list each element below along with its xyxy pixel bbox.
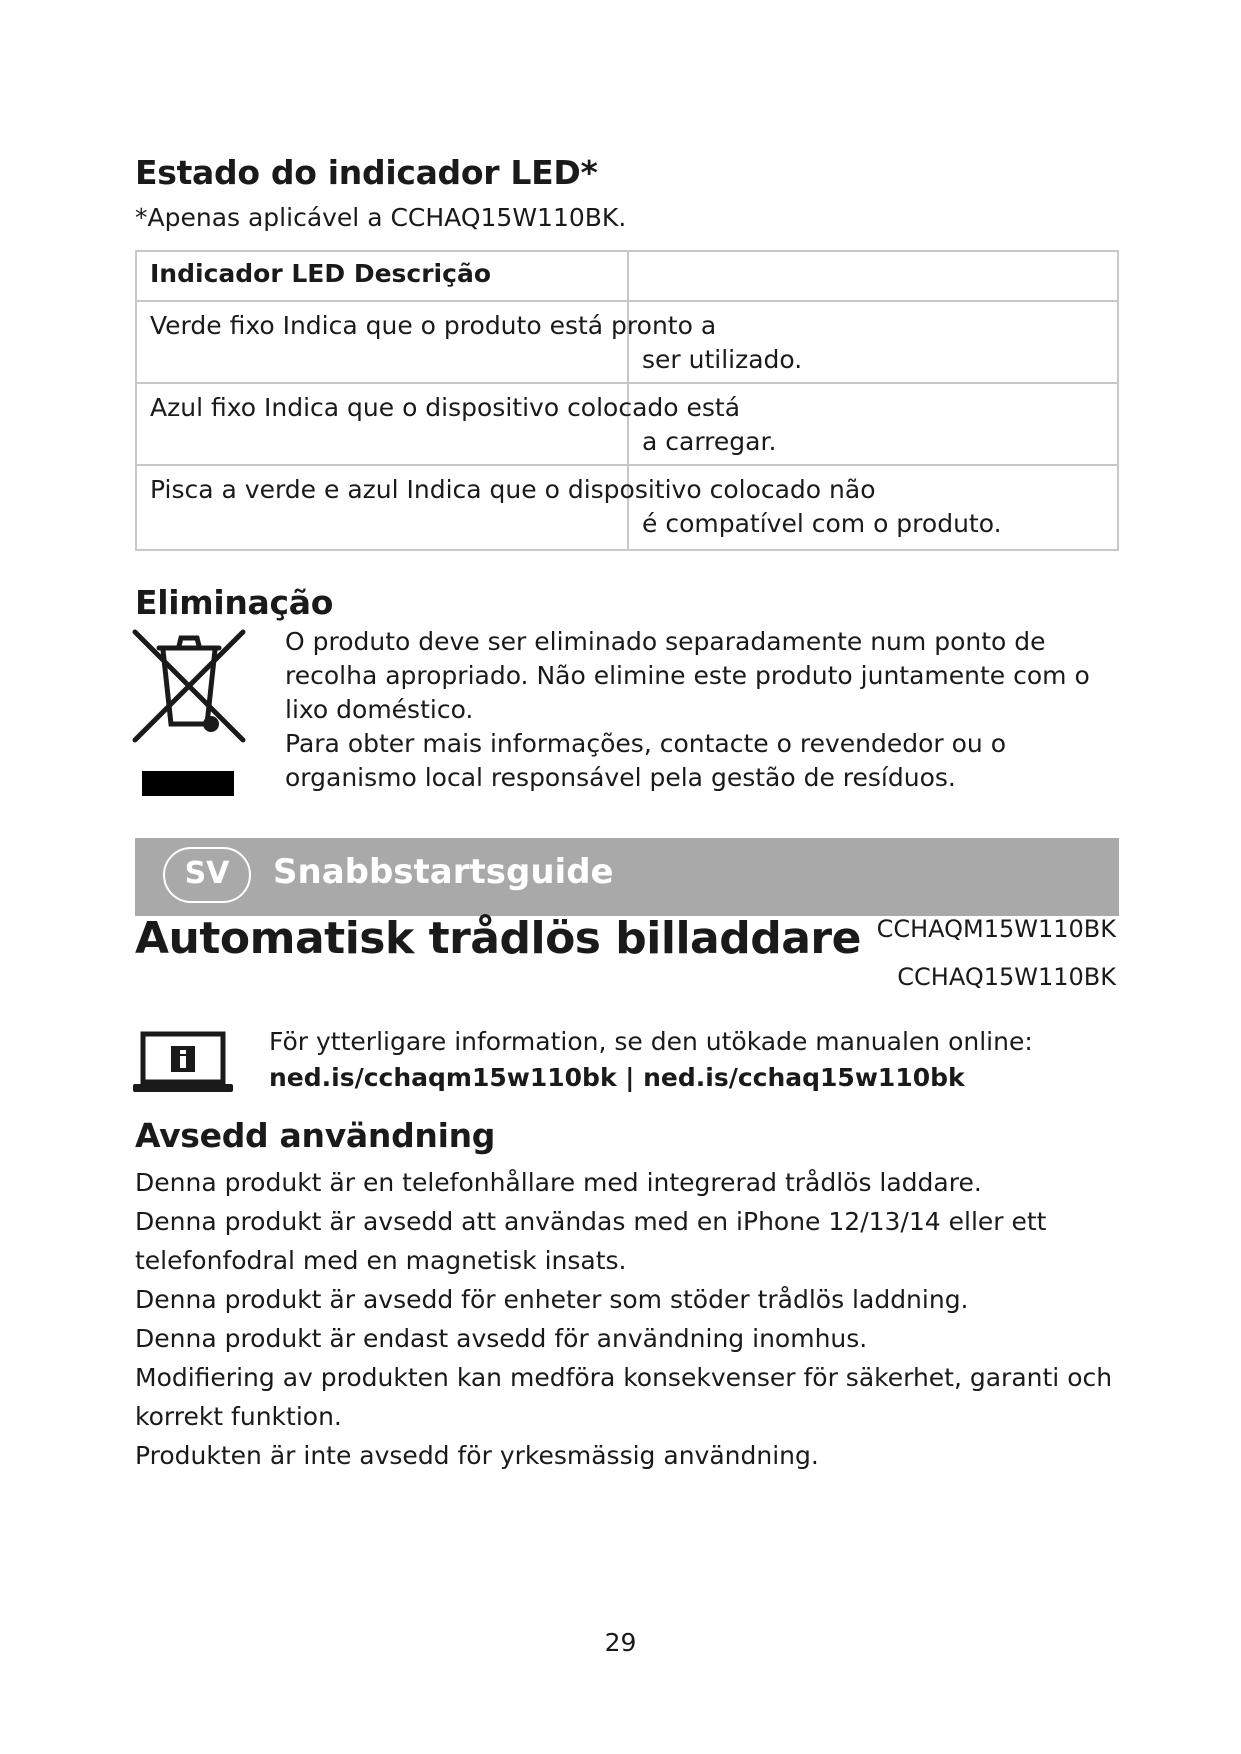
intended-use-line: Denna produkt är en telefonhållare med integrerad trådlös laddare. — [135, 1168, 982, 1197]
led-row-2-left: Azul fixo Indica que o dispositivo colocado está — [150, 393, 741, 422]
disposal-line: recolha apropriado. Não elimine este produto juntamente com o — [285, 661, 1090, 690]
led-table-header: Indicador LED Descrição — [150, 259, 491, 288]
led-heading: Estado do indicador LED* — [135, 153, 598, 192]
language-banner — [135, 838, 1119, 916]
page-number: 29 — [604, 1628, 637, 1657]
disposal-line: lixo doméstico. — [285, 695, 474, 724]
intended-use-text — [135, 1163, 1112, 1475]
led-note: *Apenas aplicável a CCHAQ15W110BK. — [135, 203, 627, 232]
banner-title: Snabbstartsguide — [273, 852, 614, 892]
info-link[interactable]: ned.is/cchaqm15w110bk | ned.is/cchaq15w110bk — [269, 1063, 965, 1092]
disposal-text — [285, 625, 1090, 795]
led-row-3-left: Pisca a verde e azul Indica que o dispositivo colocado não — [150, 475, 876, 504]
weee-bin-icon — [131, 628, 249, 798]
led-row-1-left: Verde fixo Indica que o produto está pronto a — [150, 311, 717, 340]
intended-use-line: telefonfodral med en magnetisk insats. — [135, 1246, 627, 1275]
disposal-heading: Eliminação — [135, 583, 334, 622]
language-badge: SV — [163, 847, 251, 903]
model-number-1: CCHAQM15W110BK — [876, 915, 1116, 943]
led-row-2-right: a carregar. — [642, 427, 777, 456]
intended-use-line: Denna produkt är avsedd för enheter som stöder trådlös laddning. — [135, 1285, 969, 1314]
laptop-info-icon — [131, 1030, 235, 1098]
intended-use-line: korrekt funktion. — [135, 1402, 342, 1431]
intended-use-line: Denna produkt är avsedd att användas med en iPhone 12/13/14 eller ett — [135, 1207, 1047, 1236]
led-table — [135, 250, 1119, 551]
disposal-line: O produto deve ser eliminado separadamente num ponto de — [285, 627, 1046, 656]
disposal-line: Para obter mais informações, contacte o revendedor ou o — [285, 729, 1006, 758]
intended-use-heading: Avsedd användning — [135, 1116, 496, 1155]
intended-use-line: Modifiering av produkten kan medföra konsekvenser för säkerhet, garanti och — [135, 1363, 1113, 1392]
disposal-line: organismo local responsável pela gestão de resíduos. — [285, 763, 956, 792]
info-line-1: För ytterligare information, se den utökade manualen online: — [269, 1027, 1033, 1056]
model-number-2: CCHAQ15W110BK — [897, 963, 1116, 991]
info-text — [269, 1024, 1033, 1096]
led-row-3-right: é compatível com o produto. — [642, 509, 1002, 538]
intended-use-line: Denna produkt är endast avsedd för användning inomhus. — [135, 1324, 868, 1353]
product-title: Automatisk trådlös billaddare — [135, 913, 861, 964]
intended-use-line: Produkten är inte avsedd för yrkesmässig användning. — [135, 1441, 819, 1470]
led-row-1-right: ser utilizado. — [642, 345, 803, 374]
